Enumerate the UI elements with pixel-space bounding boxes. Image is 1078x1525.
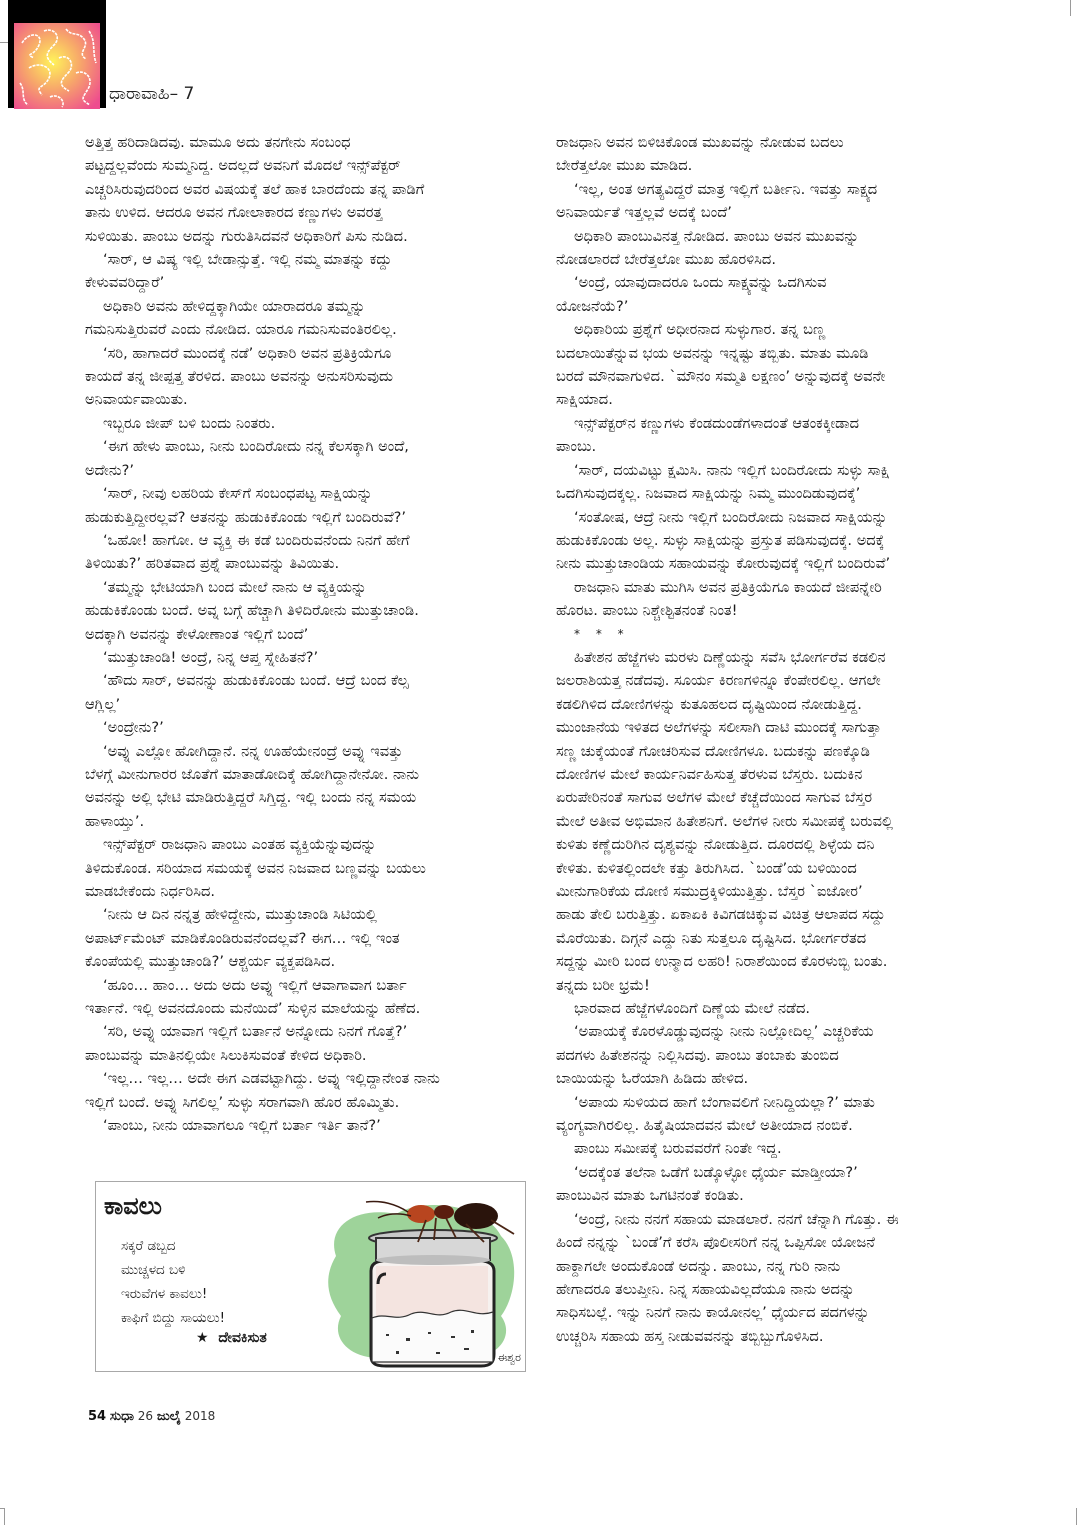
article-column-right bbox=[556, 131, 996, 1348]
article-line: ಅವನನ್ನು ಅಲ್ಲಿ ಭೇಟಿ ಮಾಡಿರುತ್ತಿದ್ದರೆ ಸಿಗ್ತಿದ್ದ. ಇಲ್ಲಿ ಬಂದು ನನ್ನ ಸಮಯ bbox=[85, 789, 417, 807]
article-line: ಹುಡುಕುತ್ತಿದ್ದೀರಲ್ಲವೆ? ಆತನನ್ನು ಹುಡುಕಿಕೊಂಡು ಇಲ್ಲಿಗೆ ಬಂದಿರುವೆ?’ bbox=[85, 508, 407, 526]
article-line: ತಿಳಿಯಿತು?’ ಹರಿತವಾದ ಪ್ರಶ್ನೆ ಪಾಂಬುವನ್ನು ತಿವಿಯಿತು. bbox=[85, 555, 340, 573]
magazine-name: ಸುಧಾ bbox=[109, 1409, 134, 1424]
article-line: ಪಾಂಬುವಿನ ಮಾತು ಒಗಟಿನಂತೆ ಕಂಡಿತು. bbox=[556, 1187, 744, 1205]
article-line: ಹಾಳಾಯ್ತು’. bbox=[85, 812, 145, 830]
crop-mark bbox=[1076, 1508, 1077, 1525]
article-line: ಗಮನಿಸುತ್ತಿರುವರೆ ಎಂದು ನೋಡಿದ. ಯಾರೂ ಗಮನಿಸುವಂತಿರಲಿಲ್ಲ. bbox=[85, 321, 397, 339]
article-line: ಪಾಂಬುವನ್ನು ಮಾತಿನಲ್ಲಿಯೇ ಸಿಲುಕಿಸುವಂತೆ ಕೇಳಿದ ಅಧಿಕಾರಿ. bbox=[85, 1046, 367, 1064]
article-line: ಹೊರಟ. ಪಾಂಬು ನಿಶ್ಚೇಶ್ಟಿತನಂತೆ ನಿಂತ! bbox=[556, 602, 738, 620]
article-line: ಕುಳಿತು ಕಣ್ಣೆದುರಿಗಿನ ದೃಶ್ಯವನ್ನು ನೋಡುತ್ತಿದ. ದೂರದಲ್ಲಿ ಶಿಳ್ಳೆಯ ದನಿ bbox=[556, 836, 875, 854]
article-line: ಆಗ್ಲಿಲ್ಲ’ bbox=[85, 695, 121, 713]
article-line: ಹಾಕ್ದಾಗಲೇ ಅಂದುಕೊಂಡೆ ಅದನ್ನು. ಪಾಂಬು, ನನ್ನ ಗುರಿ ನಾನು bbox=[556, 1257, 841, 1275]
article-line: ‘ಅಂದ್ರೆ, ನೀನು ನನಗೆ ಸಹಾಯ ಮಾಡಲಾರೆ. ನನಗೆ ಚೆನ್ನಾಗಿ ಗೊತ್ತು. ಈ bbox=[574, 1210, 899, 1228]
article-line: ವ್ಯಂಗ್ಯವಾಗಿರಲಿಲ್ಲ. ಹಿತೈಷಿಯಾದವನ ಮೇಲೆ ಅತೀಯಾದ ನಂಬಿಕೆ. bbox=[556, 1117, 853, 1135]
article-line: ಮಾಡಬೇಕೆಂದು ನಿರ್ಧರಿಸಿದ. bbox=[85, 883, 216, 900]
article-line: ತನ್ನದು ಬರೀ ಭ್ರಮೆ! bbox=[556, 976, 650, 994]
article-line: ಪಾಂಬು ಸಮೀಪಕ್ಕೆ ಬರುವವರೆಗೆ ನಿಂತೇ ಇದ್ದ. bbox=[574, 1140, 782, 1158]
section-break: * * * bbox=[574, 626, 630, 641]
article-line: ಮುಂಜಾನೆಯ ಇಳಿತದ ಅಲೆಗಳನ್ನು ಸಲೀಸಾಗಿ ದಾಟಿ ಮುಂದಕ್ಕೆ ಸಾಗುತ್ತಾ bbox=[556, 719, 882, 737]
illustrator-credit: ಈಶ್ವರ bbox=[497, 1351, 521, 1364]
article-column-left bbox=[85, 131, 530, 1137]
crop-mark bbox=[0, 42, 8, 43]
article-line: ‘ಸರಿ, ಅವ್ನು ಯಾವಾಗ ಇಲ್ಲಿಗೆ ಬರ್ತಾನೆ ಅನ್ನೋದು ನಿನಗೆ ಗೊತ್ತೆ?’ bbox=[103, 1023, 408, 1041]
article-line: ‘ಅಂದ್ರೆ, ಯಾವುದಾದರೂ ಒಂದು ಸಾಕ್ಷ್ಯವನ್ನು ಒದಗಿಸುವ bbox=[574, 274, 827, 292]
issue-year: 2018 bbox=[184, 1409, 216, 1423]
article-line: ಹಾಡು ತೇಲಿ ಬರುತ್ತಿತ್ತು. ಏಕಾಏಕಿ ಕಿವಿಗಡಚಿಕ್ಕುವ ವಿಚಿತ್ರ ಆಲಾಪದ ಸದ್ದು bbox=[556, 906, 886, 924]
poem-line: ಇರುವೆಗಳ ಕಾವಲು! bbox=[121, 1286, 208, 1302]
series-label: ಧಾರಾವಾಹಿ– 7 bbox=[109, 84, 195, 104]
article-line: ‘ಒಹೋ! ಹಾಗೋ. ಆ ವ್ಯಕ್ತಿ ಈ ಕಡೆ ಬಂದಿರುವನೆಂದು ನಿನಗೆ ಹೇಗೆ bbox=[103, 531, 410, 549]
poem-title: ಕಾವಲು bbox=[104, 1192, 162, 1220]
article-line: ‘ಸರಿ, ಹಾಗಾದರೆ ಮುಂದಕ್ಕೆ ನಡೆ’ ಅಧಿಕಾರಿ ಅವನ ಪ್ರತಿಕ್ರಿಯೆಗೂ bbox=[103, 344, 392, 362]
article-line: ಪದಗಳು ಹಿತೇಶನನ್ನು ನಿಲ್ಲಿಸಿದವು. ಪಾಂಬು ತಂಬಾಕು ತುಂಬಿದ bbox=[556, 1046, 839, 1064]
article-line: ಬರದೆ ಮೌನವಾಗುಳಿದ. `ಮೌನಂ ಸಮ್ಮತಿ ಲಕ್ಷಣಂ’ ಅನ್ನುವುದಕ್ಕೆ ಅವನೇ bbox=[556, 368, 886, 386]
poem-box bbox=[95, 1181, 526, 1372]
article-line: ‘ಅಪಾಯ ಸುಳಿಯದ ಹಾಗೆ ಬೆಂಗಾವಲಿಗೆ ನೀನಿದ್ದಿಯಲ್ಲಾ?’ ಮಾತು bbox=[574, 1093, 875, 1111]
article-line: ಅಧಿಕಾರಿಯ ಪ್ರಶ್ನೆಗೆ ಅಧೀರನಾದ ಸುಳ್ಳುಗಾರ. ತನ್ನ ಬಣ್ಣ bbox=[574, 321, 826, 339]
article-line: ಏರುಪೇರಿನಂತೆ ಸಾಗುವ ಅಲೆಗಳ ಮೇಲೆ ಕೆಚ್ಚೆದೆಯಿಂದ ಸಾಗುವ ಬೆಸ್ತರ bbox=[556, 789, 873, 807]
article-line: ಹುಡುಕಿಕೊಂಡು ಬಂದೆ. ಅವ್ನ ಬಗ್ಗೆ ಹೆಚ್ಚಾಗಿ ತಿಳಿದಿರೋನು ಮುತ್ತುಚಾಂಡಿ. bbox=[85, 602, 419, 620]
article-line: ಹಿಂದೆ ನನ್ನನ್ನು `ಬಂಡೆ’ಗೆ ಕರೆಸಿ ಪೊಲೀಸರಿಗೆ ನನ್ನ ಒಪ್ಪಿಸೋ ಯೋಜನೆ bbox=[556, 1234, 875, 1252]
article-line: ಅನಿವಾರ್ಯವಾಯಿತು. bbox=[85, 391, 188, 409]
poem-line: ಮುಚ್ಚಳದ ಬಳಿ bbox=[121, 1262, 186, 1278]
article-line: ಅಧಿಕಾರಿ ಅವನು ಹೇಳಿದ್ದಕ್ಕಾಗಿಯೇ ಯಾರಾದರೂ ತಮ್ಮನ್ನು bbox=[103, 297, 366, 315]
article-line: ಭಾರವಾದ ಹೆಜ್ಜೆಗಳೊಂದಿಗೆ ದಿಣ್ಣೆಯ ಮೇಲೆ ನಡೆದ. bbox=[574, 1000, 811, 1018]
article-line: ‘ಸಾರ್, ಆ ವಿಷ್ಯ ಇಲ್ಲಿ ಬೇಡಾನ್ಸುತ್ತೆ. ಇಲ್ಲಿ ನಮ್ಮ ಮಾತನ್ನು ಕದ್ದು bbox=[103, 251, 392, 269]
article-line: ಎಚ್ಚರಿಸಿರುವುದರಿಂದ ಅವರ ವಿಷಯಕ್ಕೆ ತಲೆ ಹಾಕ ಬಾರದೆಂದು ತನ್ನ ಪಾಡಿಗೆ bbox=[85, 180, 425, 198]
article-line: ‘ಹೌದು ಸಾರ್, ಅವನನ್ನು ಹುಡುಕಿಕೊಂಡು ಬಂದೆ. ಆದ್ರೆ ಬಂದ ಕೆಲ್ಸ bbox=[103, 672, 409, 690]
article-line: ತಿಳಿದುಕೊಂಡ. ಸರಿಯಾದ ಸಮಯಕ್ಕೆ ಅವನ ನಿಜವಾದ ಬಣ್ಣವನ್ನು ಬಯಲು bbox=[85, 859, 426, 877]
article-line: ಉಚ್ಚರಿಸಿ ಸಹಾಯ ಹಸ್ತ ನೀಡುವವನನ್ನು ತಬ್ಬಿಬ್ಬುಗೊಳಿಸಿದ. bbox=[556, 1327, 824, 1345]
article-line: ಇರ್ತಾನೆ. ಇಲ್ಲಿ ಅವನದೊಂದು ಮನೆಯಿದೆ’ ಸುಳ್ಳಿನ ಮಾಲೆಯನ್ನು ಹೆಣೆದ. bbox=[85, 1000, 421, 1018]
article-line: ಬಾಯಿಯನ್ನು ಓರೆಯಾಗಿ ಹಿಡಿದು ಹೇಳಿದ. bbox=[556, 1070, 749, 1088]
poem-line: ಸಕ್ಕರೆ ಡಬ್ಬದ bbox=[121, 1238, 176, 1254]
article-line: ಅತ್ತಿತ್ತ ಹರಿದಾಡಿದವು. ಮಾಮೂ ಅದು ತನಗೇನು ಸಂಬಂಧ bbox=[85, 134, 351, 151]
article-line: ‘ಪಾಂಬು, ನೀನು ಯಾವಾಗಲೂ ಇಲ್ಲಿಗೆ ಬರ್ತಾ ಇರ್ತಿ ತಾನೆ?’ bbox=[103, 1117, 381, 1135]
article-line: ಸದ್ದನ್ನು ಮೀರಿ ಬಂದ ಉನ್ಮಾದ ಲಹರಿ! ನಿರಾಶೆಯಿಂದ ಕೊರಳುಬ್ಬಿ ಬಂತು. bbox=[556, 953, 888, 971]
article-line: ಒದಗಿಸುವುದಕ್ಕಲ್ಲ. ನಿಜವಾದ ಸಾಕ್ಷಿಯನ್ನು ನಿಮ್ಮ ಮುಂದಿಡುವುದಕ್ಕೆ’ bbox=[556, 485, 861, 503]
article-line: ಅಪಾರ್ಟ್‌ಮೆಂಟ್ ಮಾಡಿಕೊಂಡಿರುವನೆಂದಲ್ಲವೆ? ಈಗ… ಇಲ್ಲಿ ಇಂತ bbox=[85, 929, 400, 947]
article-line: ಮೇಲೆ ಅತೀವ ಅಭಿಮಾನ ಹಿತೇಶನಿಗೆ. ಅಲೆಗಳ ನೀರು ಸಮೀಪಕ್ಕೆ ಬರುವಲ್ಲಿ bbox=[556, 812, 894, 830]
article-line: ಅನಿವಾರ್ಯತೆ ಇತ್ತಲ್ಲವೆ ಅದಕ್ಕೆ ಬಂದೆ’ bbox=[556, 204, 732, 222]
article-line: ಹೇಗಾದರೂ ತಲುಪ್ತೀನಿ. ನಿನ್ನ ಸಹಾಯವಿಲ್ಲದೆಯೂ ನಾನು ಅದನ್ನು bbox=[556, 1280, 855, 1298]
poem-lines bbox=[121, 1234, 225, 1330]
article-line: ಅದಕ್ಕಾಗಿ ಅವನನ್ನು ಕೇಳೋಣಾಂತ ಇಲ್ಲಿಗೆ ಬಂದೆ’ bbox=[85, 625, 309, 643]
article-line: ಯೋಜನೆಯೆ?’ bbox=[556, 297, 629, 315]
article-line: ಜಲರಾಶಿಯತ್ತ ನಡೆದವು. ಸೂರ್ಯ ಕಿರಣಗಳಿನ್ನೂ ಕೆಂಪೇರಲಿಲ್ಲ. ಆಗಲೇ bbox=[556, 672, 881, 690]
crop-mark bbox=[4, 1508, 5, 1525]
article-line: ಮೊರೆಯಿತು. ದಿಗ್ಗನೆ ಎದ್ದು ನಿತು ಸುತ್ತಲೂ ದೃಷ್ಟಿಸಿದ. ಭೋರ್ಗರೆತದ bbox=[556, 929, 867, 947]
star-icon: ★ bbox=[196, 1330, 209, 1346]
article-line: ಹಿತೇಶನ ಹೆಜ್ಜೆಗಳು ಮರಳು ದಿಣ್ಣೆಯನ್ನು ಸವೆಸಿ ಭೋರ್ಗರೆವ ಕಡಲಿನ bbox=[574, 648, 886, 666]
poem-author-name: ದೇವಕಿಸುತ bbox=[218, 1330, 267, 1346]
article-line: ‘ಇಲ್ಲ… ಇಲ್ಲ… ಅದೇ ಈಗ ಎಡವಟ್ಟಾಗಿದ್ದು. ಅವ್ನು ಇಲ್ಲಿದ್ದಾನೇಂತ ನಾನು bbox=[103, 1070, 440, 1088]
article-line: ಇಬ್ಬರೂ ಜೀಪ್ ಬಳಿ ಬಂದು ನಿಂತರು. bbox=[103, 414, 276, 432]
article-line: ಸುಳಿಯಿತು. ಪಾಂಬು ಅದನ್ನು ಗುರುತಿಸಿದವನೆ ಅಧಿಕಾರಿಗೆ ಪಿಸು ನುಡಿದ. bbox=[85, 227, 408, 245]
article-line: ಬೆಳಗ್ಗೆ ಮೀನುಗಾರರ ಜೊತೆಗೆ ಮಾತಾಡೋದಿಕ್ಕೆ ಹೋಗಿದ್ದಾನೇನೋ. ನಾನು bbox=[85, 765, 420, 783]
poem-author bbox=[196, 1330, 267, 1346]
article-line: ನೀನು ಮುತ್ತುಚಾಂಡಿಯ ಸಹಾಯವನ್ನು ಕೋರುವುದಕ್ಕೆ ಇಲ್ಲಿಗೆ ಬಂದಿರುವೆ’ bbox=[556, 555, 891, 573]
crop-mark bbox=[1070, 0, 1071, 16]
article-line: ಹುಡುಕಿಕೊಂಡು ಅಲ್ಲ. ಸುಳ್ಳು ಸಾಕ್ಷಿಯನ್ನು ಪ್ರಸ್ತುತ ಪಡಿಸುವುದಕ್ಕೆ. ಅದಕ್ಕೆ bbox=[556, 531, 885, 549]
article-line: ಕೊಂಪೆಯಲ್ಲಿ ಮುತ್ತುಚಾಂಡಿ?’ ಆಶ್ಚರ್ಯ ವ್ಯಕ್ತಪಡಿಸಿದ. bbox=[85, 953, 336, 971]
article-line: ಕಾಯದೆ ತನ್ನ ಜೀಪ್ಪತ್ತ ತೆರಳಿದ. ಪಾಂಬು ಅವನನ್ನು ಅನುಸರಿಸುವುದು bbox=[85, 368, 394, 386]
article-line: ಸಣ್ಣ ಚುಕ್ಕೆಯಂತೆ ಗೋಚರಿಸುವ ದೋಣಿಗಳೂ. ಬದುಕನ್ನು ಪಣಕ್ಕೊಡಿ bbox=[556, 742, 870, 760]
article-line: ‘ಈಗ ಹೇಳು ಪಾಂಬು, ನೀನು ಬಂದಿರೋದು ನನ್ನ ಕೆಲಸಕ್ಕಾಗಿ ಅಂದೆ, bbox=[103, 438, 409, 456]
poem-line: ಕಾಫಿಗೆ ಬಿದ್ದು ಸಾಯಲು! bbox=[121, 1310, 226, 1326]
article-line: ಕೇಳಿತು. ಕುಳಿತಲ್ಲಿಂದಲೇ ಕತ್ತು ತಿರುಗಿಸಿದ. `ಬಂಡೆ’ಯ ಬಳಿಯಿಂದ bbox=[556, 859, 857, 877]
article-line: ನೋಡಲಾರದೆ ಬೇರೆತ್ತಲೋ ಮುಖ ಹೊರಳಿಸಿದ. bbox=[556, 251, 776, 269]
article-line: ‘ಸಾರ್, ನೀವು ಲಹರಿಯ ಕೇಸ್‌ಗೆ ಸಂಬಂಧಪಟ್ಟ ಸಾಕ್ಷಿಯನ್ನು bbox=[103, 485, 373, 503]
article-line: ‘ಇಲ್ಲ, ಅಂತ ಅಗತ್ಯವಿದ್ದರೆ ಮಾತ್ರ ಇಲ್ಲಿಗೆ ಬರ್ತೀನಿ. ಇವತ್ತು ಸಾಕ್ಷ್ಯದ bbox=[574, 180, 878, 198]
article-line: ಇನ್ಸ್‌ಪೆಕ್ಟರ್‌ನ ಕಣ್ಣುಗಳು ಕೆಂಡದುಂಡೆಗಳಾದಂತೆ ಆತಂಕಕ್ಕೀಡಾದ bbox=[574, 414, 860, 432]
article-line: ತಾನು ಉಳಿದ. ಆದರೂ ಅವನ ಗೋಲಾಕಾರದ ಕಣ್ಣುಗಳು ಅವರತ್ತ bbox=[85, 204, 383, 222]
article-line: ಮೀನುಗಾರಿಕೆಯ ದೋಣಿ ಸಮುದ್ರಕ್ಕಿಳಿಯುತ್ತಿತ್ತು. ಬೆಸ್ತರ `ಐಜೋರ’ bbox=[556, 883, 863, 900]
article-line: ಇನ್ಸ್‌ಪೆಕ್ಟರ್ ರಾಜಧಾನಿ ಪಾಂಬು ಎಂತಹ ವ್ಯಕ್ತಿಯೆನ್ನುವುದನ್ನು bbox=[103, 836, 377, 854]
article-line: ರಾಜಧಾನಿ ಮಾತು ಮುಗಿಸಿ ಅವನ ಪ್ರತಿಕ್ರಿಯೆಗೂ ಕಾಯದೆ ಜೀಪನ್ನೇರಿ bbox=[574, 578, 882, 596]
article-line: ಪಟ್ಟದ್ದಲ್ಲವೆಂದು ಸುಮ್ಮನಿದ್ದ. ಅದಲ್ಲದೆ ಅವನಿಗೆ ಮೊದಲೆ ಇನ್ಸ್‌ಪೆಕ್ಟರ್ bbox=[85, 157, 401, 175]
article-line: ‘ಹೂಂ… ಹಾಂ… ಅದು ಅದು ಅವ್ನು ಇಲ್ಲಿಗೆ ಆವಾಗಾವಾಗ ಬರ್ತಾ bbox=[103, 976, 407, 994]
article-line: ‘ಅವ್ನು ಎಲ್ಲೋ ಹೋಗಿದ್ದಾನೆ. ನನ್ನ ಊಹೆಯೇನಂದ್ರೆ ಅವ್ನು ಇವತ್ತು bbox=[103, 742, 403, 760]
article-line: ಪಾಂಬು. bbox=[556, 438, 597, 456]
article-line: ರಾಜಧಾನಿ ಅವನ ಬಿಳಿಚಿಕೊಂಡ ಮುಖವನ್ನು ನೋಡುವ ಬದಲು bbox=[556, 134, 844, 151]
article-line: ಸಾಕ್ಷಿಯಾದ. bbox=[556, 391, 613, 409]
article-line: ಸಾಧಿಸಬಲ್ಲೆ. ಇನ್ನು ನಿನಗೆ ನಾನು ಕಾಯೋನಲ್ಲ’ ಧೈರ್ಯದ ಪದಗಳನ್ನು bbox=[556, 1304, 870, 1322]
article-line: ಬದಲಾಯಿತೆನ್ನುವ ಭಯ ಅವನನ್ನು ಇನ್ನಷ್ಟು ತಬ್ಬಿತು. ಮಾತು ಮೂಡಿ bbox=[556, 344, 869, 362]
article-line: ಕೇಳುವವರಿದ್ದಾರೆ’ bbox=[85, 274, 165, 292]
fingerprint-swirl-icon bbox=[14, 23, 100, 109]
article-line: ‘ಅಪಾಯಕ್ಕೆ ಕೊರಳೊಡ್ಡುವುದನ್ನು ನೀನು ನಿಲ್ಲೋದಿಲ್ಲ’ ಎಚ್ಚರಿಕೆಯ bbox=[574, 1023, 874, 1041]
article-line: ಅಧಿಕಾರಿ ಪಾಂಬುವಿನತ್ತ ನೋಡಿದ. ಪಾಂಬು ಅವನ ಮುಖವನ್ನು bbox=[574, 227, 859, 245]
article-line: ಇಲ್ಲಿಗೆ ಬಂದೆ. ಅವ್ನು ಸಿಗಲಿಲ್ಲ’ ಸುಳ್ಳು ಸರಾಗವಾಗಿ ಹೊರ ಹೊಮ್ಮಿತು. bbox=[85, 1093, 400, 1111]
article-line: ‘ಸಂತೋಷ, ಆದ್ರೆ ನೀನು ಇಲ್ಲಿಗೆ ಬಂದಿರೋದು ನಿಜವಾದ ಸಾಕ್ಷಿಯನ್ನು bbox=[574, 508, 888, 526]
page-footer bbox=[88, 1409, 215, 1424]
article-line: ಬೇರೆತ್ತಲೋ ಮುಖ ಮಾಡಿದ. bbox=[556, 157, 693, 175]
article-line: ‘ಸಾರ್, ದಯವಿಟ್ಟು ಕ್ಷಮಿಸಿ. ನಾನು ಇಲ್ಲಿಗೆ ಬಂದಿರೋದು ಸುಳ್ಳು ಸಾಕ್ಷಿ bbox=[574, 461, 890, 479]
issue-day: 26 bbox=[137, 1409, 154, 1423]
article-line: ಅದೇನು?’ bbox=[85, 461, 134, 479]
article-line: ದೋಣಿಗಳ ಮೇಲೆ ಕಾರ್ಯನಿರ್ವಹಿಸುತ್ತ ತೆರಳುವ ಬೆಸ್ತರು. ಬದುಕಿನ bbox=[556, 765, 863, 783]
article-line: ‘ನೀನು ಆ ದಿನ ನನ್ನತ್ರ ಹೇಳಿದ್ದೇನು, ಮುತ್ತುಚಾಂಡಿ ಸಿಟಿಯಲ್ಲಿ bbox=[103, 906, 377, 924]
article-line: ‘ಅದಕ್ಕೆಂತ ತಲೆನಾ ಒಡೆಗೆ ಬಡ್ಕೊಳ್ಳೋ ಧೈರ್ಯ ಮಾಡ್ತೀಯಾ?’ bbox=[574, 1163, 858, 1181]
article-line: ‘ತಮ್ಮನ್ನು ಭೇಟಿಯಾಗಿ ಬಂದ ಮೇಲೆ ನಾನು ಆ ವ್ಯಕ್ತಿಯನ್ನು bbox=[103, 578, 367, 596]
issue-month: ಜುಲೈ bbox=[156, 1409, 181, 1424]
article-line: ‘ಮುತ್ತುಚಾಂಡಿ! ಅಂದ್ರೆ, ನಿನ್ನ ಆಪ್ತ ಸ್ನೇಹಿತನೆ?’ bbox=[103, 648, 319, 666]
ant-on-sugar-jar-icon bbox=[316, 1186, 522, 1370]
article-line: ಕಡಲಿಗಿಳಿದ ದೋಣಿಗಳನ್ನು ಕುತೂಹಲದ ದೃಷ್ಟಿಯಿಂದ ನೋಡುತ್ತಿದ್ದ. bbox=[556, 695, 862, 713]
page-number: 54 bbox=[88, 1409, 107, 1424]
article-line: ‘ಅಂದ್ರೇನು?’ bbox=[103, 719, 164, 737]
